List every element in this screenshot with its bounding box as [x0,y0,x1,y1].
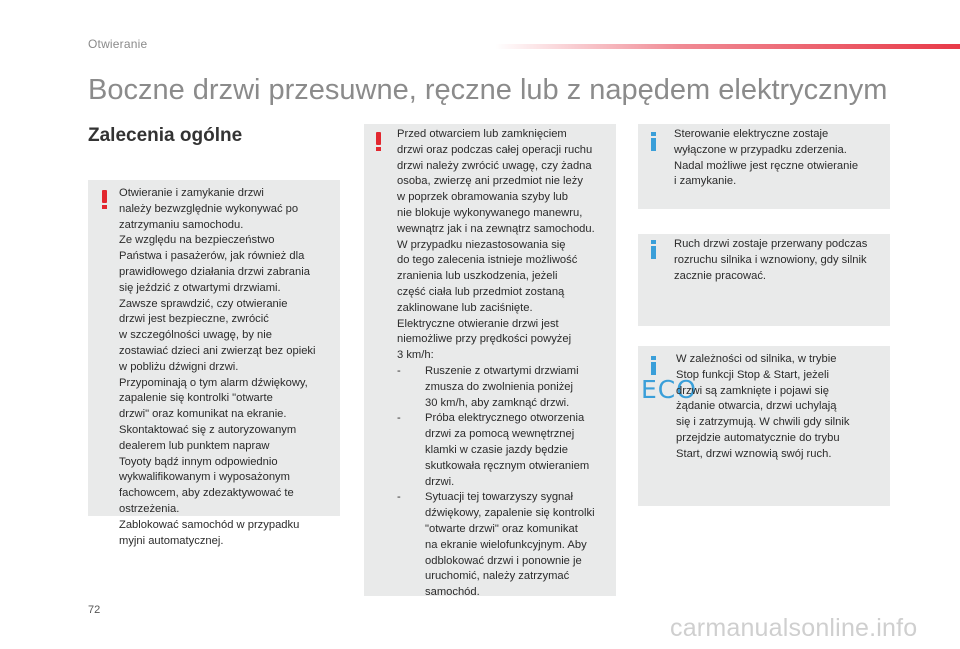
text-line: drzwi należy zwrócić uwagę, czy żadna [397,159,592,172]
watermark: carmanualsonline.info [670,614,918,642]
info-icon [650,240,658,260]
text-line: w szczególności uwagę, by nie [119,329,272,342]
dash-marker: - [397,412,401,425]
text-line: Sterowanie elektryczne zostaje [674,128,829,140]
warning-1-text [119,186,339,549]
warning-box-2 [364,124,616,599]
text-line: ostrzeżenia. [119,502,180,515]
page-title: Boczne drzwi przesuwne, ręczne lub z napędem elektrycznym [88,74,888,106]
text-line: się i zatrzymują. W chwili gdy silnik [676,416,850,429]
text-line: drzwi" oraz komunikat na ekranie. [119,408,287,421]
warning-box-1 [88,180,340,547]
text-line: uruchomić, należy zatrzymać [425,570,570,583]
text-line: w poprzek obramowania szyby lub [397,191,569,204]
info-box-1 [638,124,890,209]
text-line: zaklinowane lub zaciśnięte. [397,301,533,314]
text-line: zostawiać dzieci ani zwierząt bez opieki [119,344,316,357]
text-line: Sytuacji tej towarzyszy sygnał [425,491,573,504]
text-line: Stop funkcji Stop & Start, jeżeli [676,368,829,381]
text-line: Elektryczne otwieranie drzwi jest [397,317,559,330]
eco-icon: ECO [641,375,697,404]
text-line: skutkowała ręcznym otwieraniem [425,459,590,472]
text-line: 3 km/h: [397,349,434,362]
text-line: Otwieranie i zamykanie drzwi [119,187,264,199]
text-line: Ruch drzwi zostaje przerwany podczas [674,238,868,250]
text-line: W zależności od silnika, w trybie [676,353,837,365]
general-recommendations-heading: Zalecenia ogólne [88,125,243,146]
info-3-text [676,352,888,463]
dash-marker: - [397,491,401,504]
text-line: 30 km/h, aby zamknąć drzwi. [425,396,570,409]
text-line: Skontaktować się z autoryzowanym [119,423,297,436]
page-number: 72 [88,604,101,616]
text-line: wykwalifikowanym i wyposażonym [119,471,290,484]
text-line: odblokować drzwi i ponownie je [425,554,582,567]
text-line: przejdzie automatycznie do trybu [676,431,840,444]
text-line: Toyoty bądź innym odpowiednio [119,455,278,468]
text-line: myjni automatycznej. [119,534,224,547]
text-line: zapalenie się kontrolki "otwarte [119,392,273,405]
text-line: wyłączone w przypadku zderzenia. [674,143,847,156]
text-line: Przypominają o tym alarm dźwiękowy, [119,376,308,389]
text-line: drzwi jest bezpieczne, zwrócić [119,313,269,326]
text-line: wewnątrz jak i na zewnątrz samochodu. [397,222,595,235]
list-item [397,490,615,601]
warning-icon [375,132,383,152]
info-icon [650,132,658,152]
text-line: samochód. [425,586,480,599]
text-line: zatrzymaniu samochodu. [119,218,244,231]
info-2-text [674,237,888,284]
text-line: żądanie otwarcia, drzwi uchylają [676,400,837,413]
warning-2-text [397,127,615,601]
text-line: drzwi oraz podczas całej operacji ruchu [397,143,593,156]
text-line: Państwa i pasażerów, jak również dla [119,250,305,263]
text-line: część ciała lub przedmiot zostaną [397,285,565,298]
text-line: drzwi są zamknięte i pojawi się [676,384,829,397]
text-line: Zablokować samochód w przypadku [119,518,300,531]
text-line: fachowcem, aby zdezaktywować te [119,487,294,500]
section-label: Otwieranie [88,37,148,51]
text-line: zacznie pracować. [674,269,767,282]
text-line: w pobliżu dźwigni drzwi. [119,360,239,373]
text-line: zranienia lub uszkodzenia, jeżeli [397,270,558,283]
text-line: Ze względu na bezpieczeństwo [119,234,275,247]
text-line: dealerem lub punktem napraw [119,439,270,452]
text-line: należy bezwzględnie wykonywać po [119,202,299,215]
text-line: Próba elektrycznego otworzenia [425,412,585,425]
text-line: Przed otwarciem lub zamknięciem [397,128,567,140]
list-item [397,364,615,411]
text-line: Nadal możliwe jest ręczne otwieranie [674,159,859,172]
text-line: się jeździć z otwartymi drzwiami. [119,281,281,294]
text-line: osoba, zwierzę ani przedmiot nie leży [397,175,583,188]
text-line: "otwarte drzwi" oraz komunikat [425,522,578,535]
text-line: W przypadku niezastosowania się [397,238,566,251]
text-line: Zawsze sprawdzić, czy otwieranie [119,297,288,310]
text-line: Start, drzwi wznowią swój ruch. [676,447,832,460]
restriction-list [397,364,615,601]
text-line: rozruchu silnika i wznowiony, gdy silnik [674,253,867,266]
text-line: na ekranie wielofunkcyjnym. Aby [425,538,587,551]
header-accent-bar [495,44,960,49]
text-line: do tego zalecenia istnieje możliwość [397,254,578,267]
text-line: nie blokuje wykonywanego manewru, [397,206,583,219]
text-line: niemożliwe przy prędkości powyżej [397,333,572,346]
text-line: klamki w czasie jazdy będzie [425,443,569,456]
warning-icon [101,190,109,210]
info-box-2 [638,234,890,326]
text-line: drzwi. [425,475,455,488]
text-line: zmusza do zwolnienia poniżej [425,380,574,393]
info-1-text [674,127,888,190]
list-item [397,411,615,490]
text-line: prawidłowego działania drzwi zabrania [119,265,310,278]
info-icon [650,356,658,376]
text-line: dźwiękowy, zapalenie się kontrolki [425,507,595,520]
text-line: drzwi za pomocą wewnętrznej [425,428,575,441]
text-line: Ruszenie z otwartymi drzwiami [425,364,579,377]
dash-marker: - [397,364,401,377]
text-line: i zamykanie. [674,175,737,188]
